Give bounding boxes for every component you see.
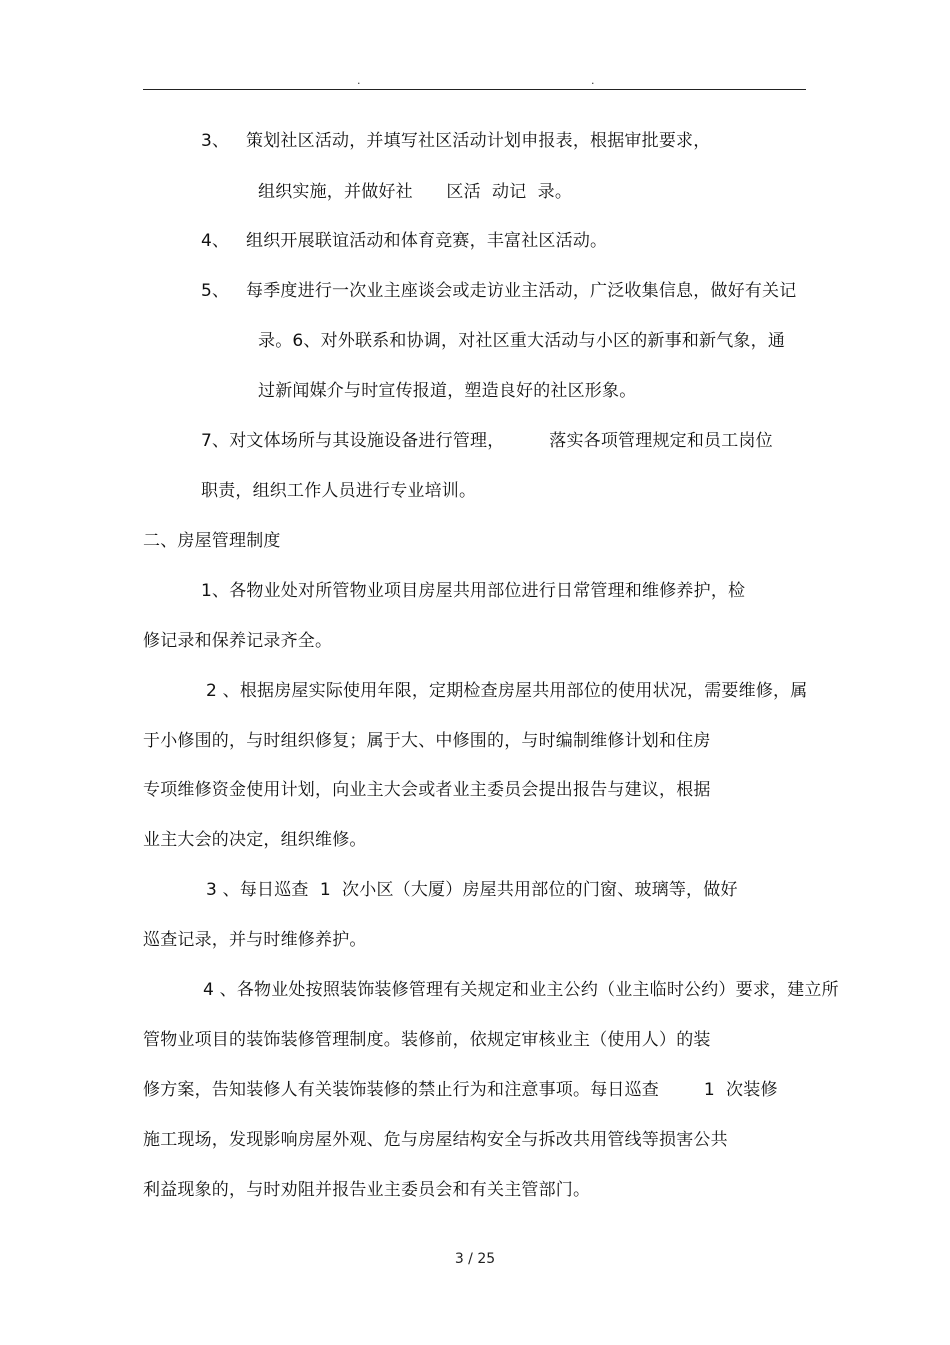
- section-heading: 二、房屋管理制度: [143, 531, 281, 551]
- text-line: 巡查记录，并与时维修养护。: [143, 930, 367, 950]
- page-header: [0, 74, 950, 88]
- text-line: 1、各物业处对所管物业项目房屋共用部位进行日常管理和维修养护，检: [201, 581, 746, 601]
- text-line: 修记录和保养记录齐全。: [143, 631, 333, 651]
- text-line: 职责，组织工作人员进行专业培训。: [201, 481, 477, 501]
- text-line: 3 、每日巡查 1 次小区（大厦）房屋共用部位的门窗、玻璃等，做好: [206, 880, 738, 900]
- text-line: 7、对文体场所与其设施设备进行管理， 落实各项管理规定和员工岗位: [201, 431, 773, 451]
- text-line: 组织实施，并做好社 区活 动记 录。: [258, 182, 573, 202]
- text-line: 2 、根据房屋实际使用年限，定期检查房屋共用部位的使用状况，需要维修，属: [206, 681, 808, 701]
- header-dot-right: .: [591, 74, 595, 87]
- text-line: 施工现场，发现影响房屋外观、危与房屋结构安全与拆改共用管线等损害公共: [143, 1130, 728, 1150]
- text-line: 4、 组织开展联谊活动和体育竞赛，丰富社区活动。: [201, 231, 608, 251]
- header-rule: [143, 89, 806, 90]
- text-line: 利益现象的，与时劝阻并报告业主委员会和有关主管部门。: [143, 1180, 591, 1200]
- text-line: 专项维修资金使用计划，向业主大会或者业主委员会提出报告与建议，根据: [143, 780, 711, 800]
- text-line: 过新闻媒介与时宣传报道，塑造良好的社区形象。: [258, 381, 637, 401]
- text-line: 录。6、对外联系和协调，对社区重大活动与小区的新事和新气象，通: [258, 331, 786, 351]
- text-line: 于小修围的，与时组织修复；属于大、中修围的，与时编制维修计划和住房: [143, 731, 711, 751]
- text-line: 业主大会的决定，组织维修。: [143, 830, 367, 850]
- text-line: 5、 每季度进行一次业主座谈会或走访业主活动，广泛收集信息，做好有关记: [201, 281, 797, 301]
- page-indicator: 3 / 25: [454, 1251, 496, 1267]
- text-line: 修方案，告知装修人有关装饰装修的禁止行为和注意事项。每日巡查 1 次装修: [143, 1080, 778, 1100]
- header-dot-left: .: [357, 74, 361, 87]
- text-line: 管物业项目的装饰装修管理制度。装修前，依规定审核业主（使用人）的装: [143, 1030, 711, 1050]
- text-line: 3、 策划社区活动，并填写社区活动计划申报表，根据审批要求，: [201, 131, 711, 151]
- text-line: 4 、各物业处按照装饰装修管理有关规定和业主公约（业主临时公约）要求，建立所: [203, 980, 839, 1000]
